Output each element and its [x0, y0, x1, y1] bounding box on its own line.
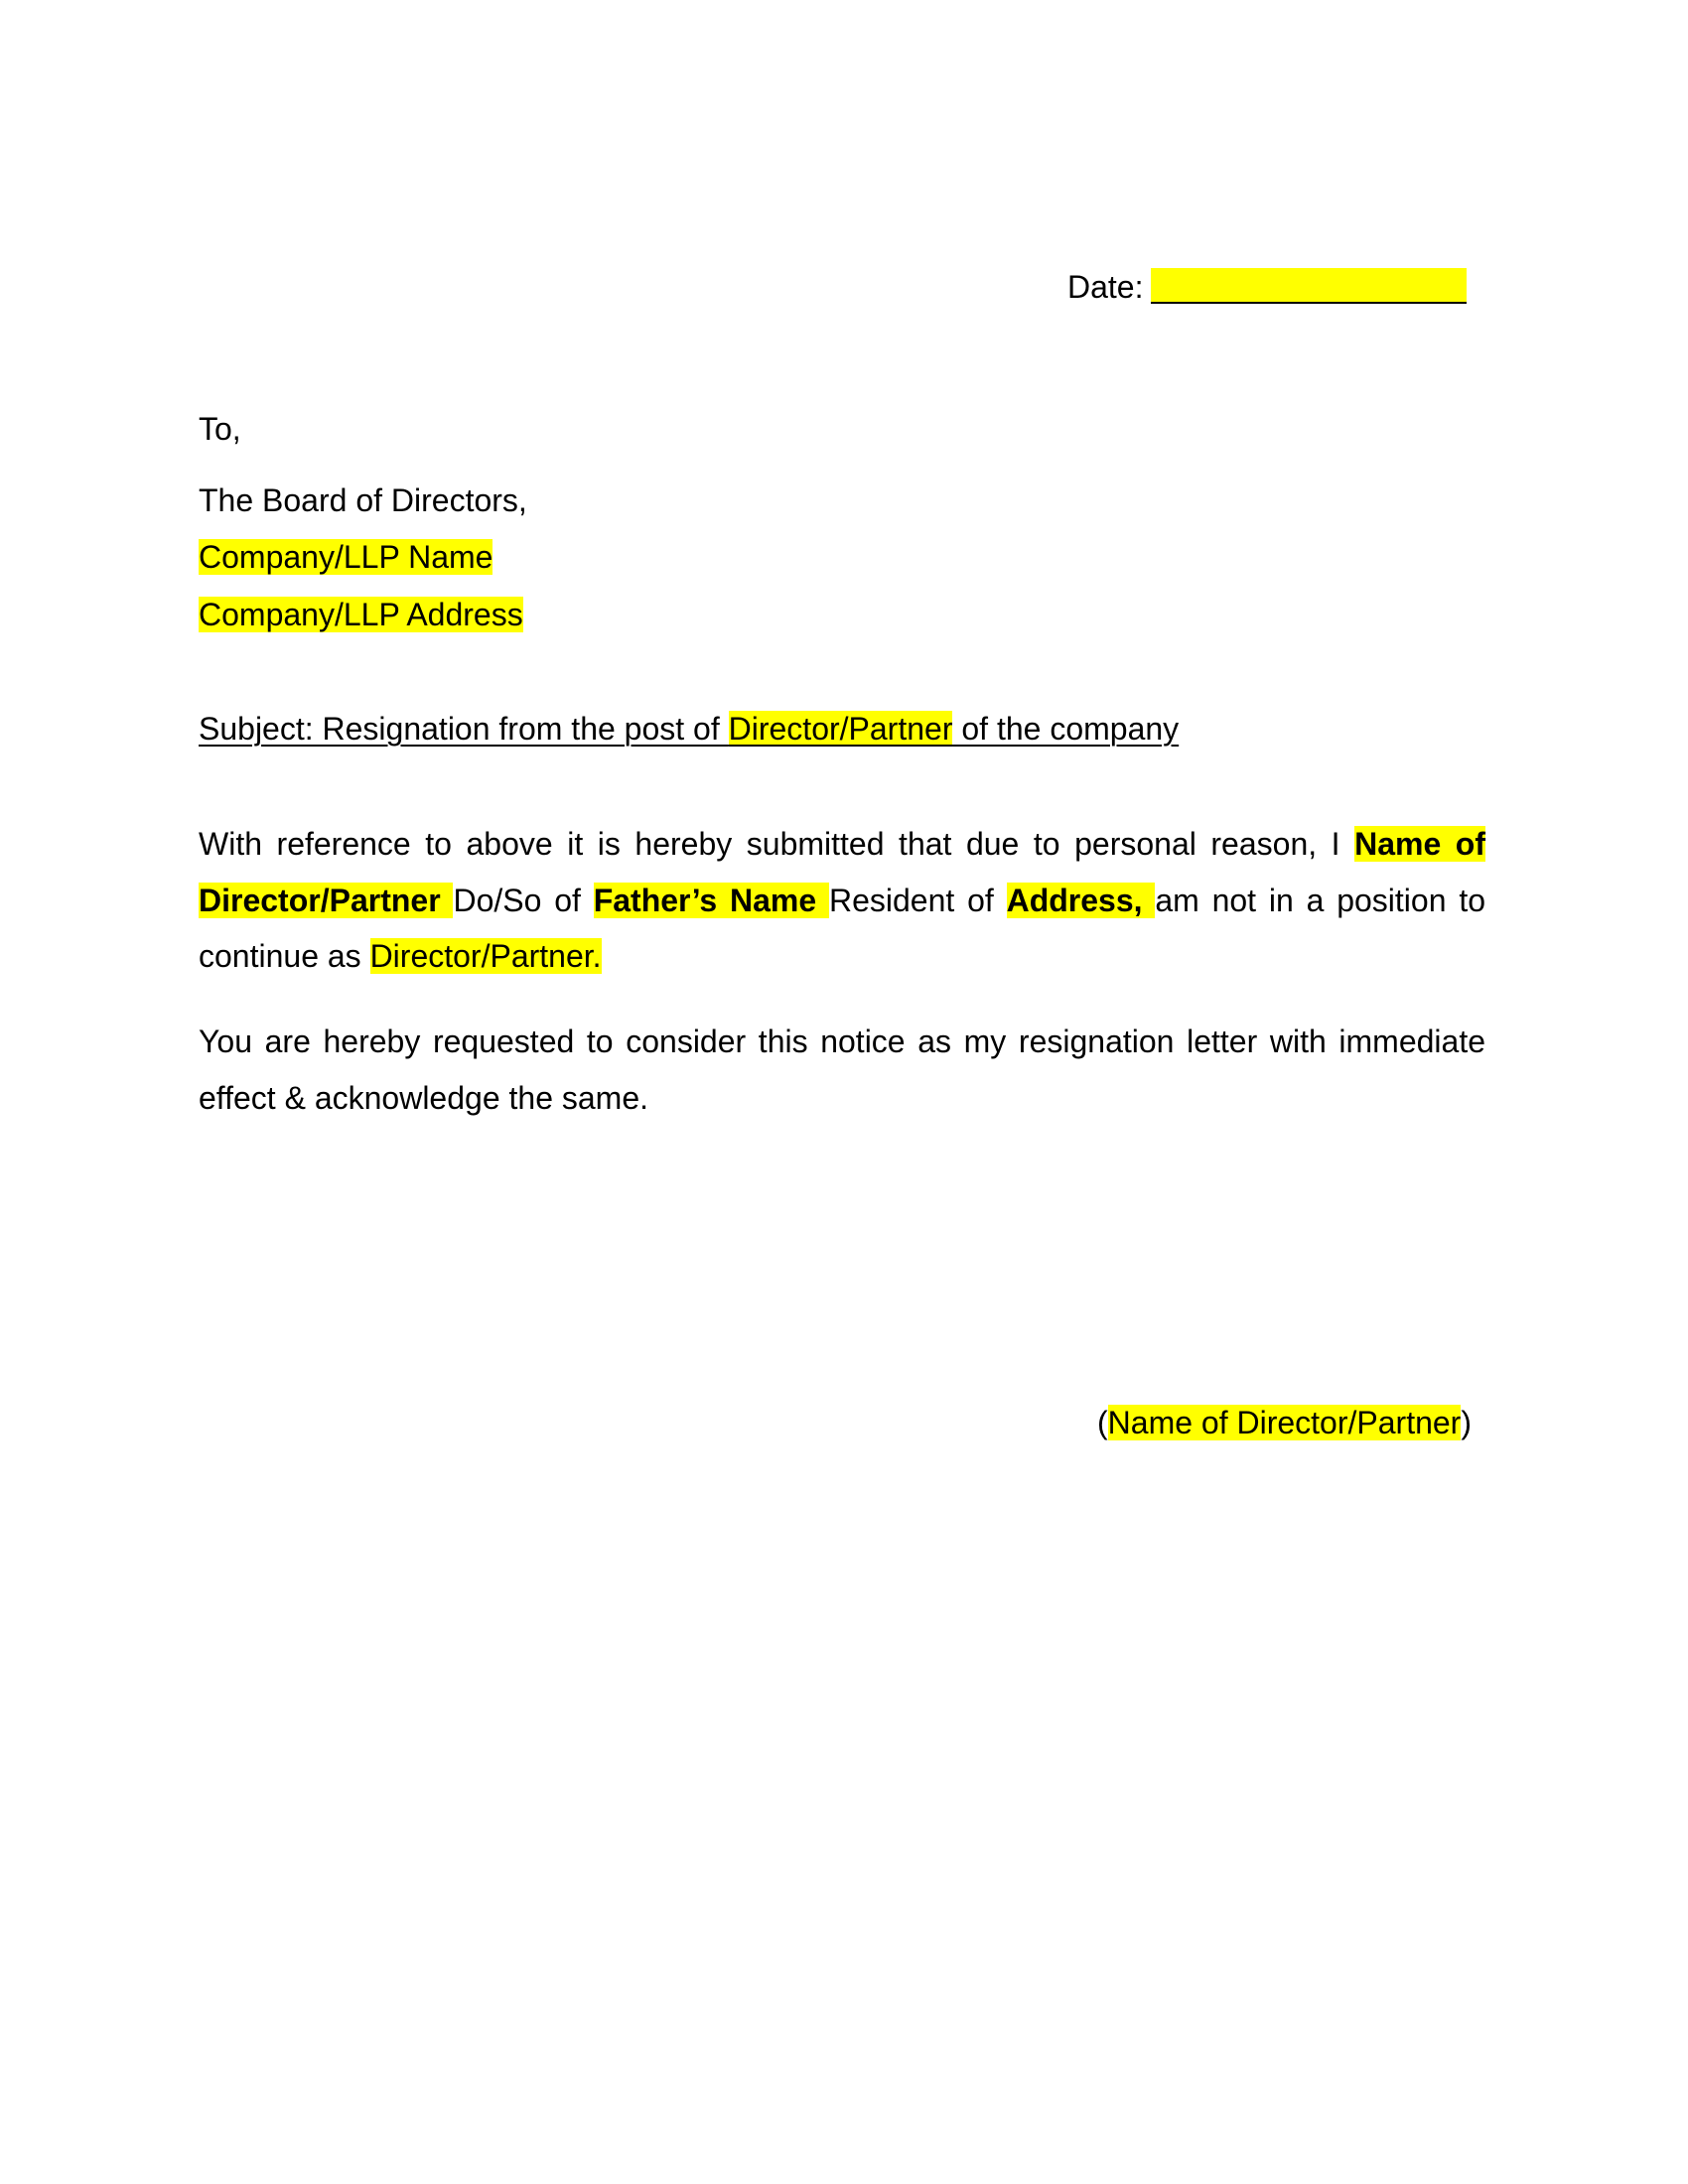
date-label: Date: [1067, 269, 1144, 305]
date-line [1067, 268, 1467, 306]
signature-open-paren: ( [1097, 1405, 1108, 1440]
p1-text-3: Resident of [828, 882, 1007, 918]
subject-position-placeholder: Director/Partner [728, 711, 953, 747]
p1-text-4: am not in a position to continue as [199, 882, 1486, 974]
recipient-board: The Board of Directors, [199, 482, 527, 518]
body-paragraph-2: You are hereby requested to consider this notice as my resignation letter with immediate effect & acknowledge the same. [199, 1024, 1485, 1116]
salutation: To, [199, 411, 241, 447]
p1-text-1: With reference to above it is hereby submitted that due to personal reason, I [199, 826, 1355, 862]
subject-suffix: of the company [952, 711, 1180, 747]
recipient-company-name [199, 538, 492, 576]
body-paragraph-1 [199, 816, 1485, 985]
director-name-placeholder: Name of Director/Partner [199, 826, 1486, 918]
signature-block [1097, 1404, 1472, 1441]
address-placeholder: Address, [1006, 882, 1156, 918]
date-blank-field [1151, 268, 1467, 304]
p1-text-2: Do/So of [453, 882, 594, 918]
company-name-placeholder: Company/LLP Name [199, 539, 493, 575]
father-name-placeholder: Father’s Name [593, 882, 829, 918]
company-address-placeholder: Company/LLP Address [199, 597, 523, 632]
signature-name-placeholder: Name of Director/Partner [1107, 1405, 1462, 1440]
signature-close-paren: ) [1461, 1405, 1472, 1440]
subject-line [199, 710, 1179, 748]
recipient-company-address [199, 596, 523, 633]
subject-prefix: Subject: Resignation from the post of [199, 711, 729, 747]
position-placeholder: Director/Partner. [369, 938, 602, 974]
